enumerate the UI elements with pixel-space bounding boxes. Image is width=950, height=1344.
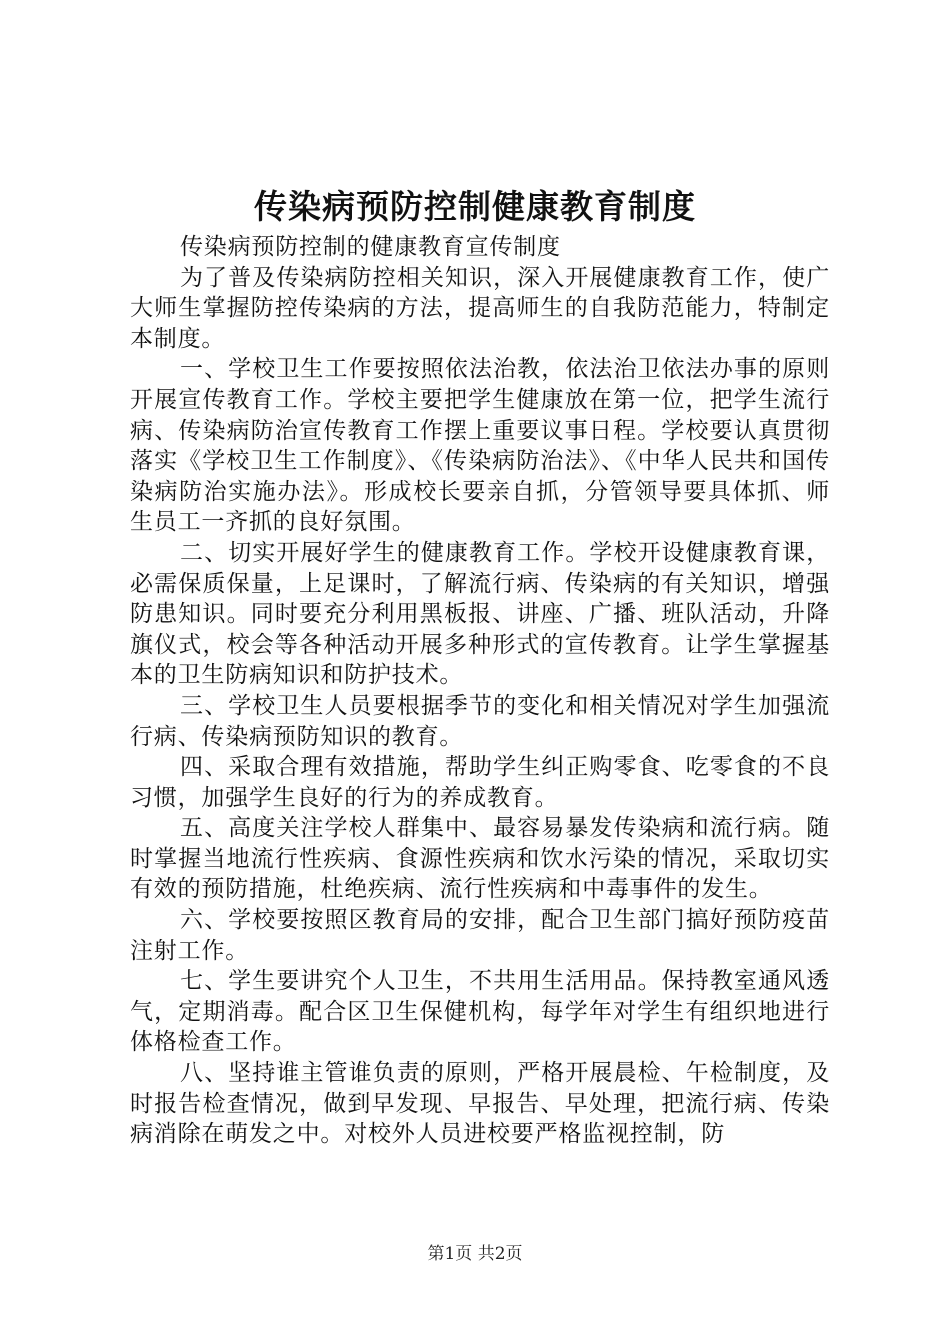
paragraph-subtitle: 传染病预防控制的健康教育宣传制度 xyxy=(180,234,561,260)
paragraph-item-4: 四、采取合理有效措施，帮助学生纠正购零食、吃零食的不良习惯，加强学生良好的行为的养成教育。 xyxy=(130,754,830,811)
paragraph-item-2: 二、切实开展好学生的健康教育工作。学校开设健康教育课，必需保质保量，上足课时，了解流行病、传染病的有关知识，增强防患知识。同时要充分利用黑板报、讲座、广播、班队活动，升降旗仪式，校会等各种活动开展多种形式的宣传教育。让学生掌握基本的卫生防病知识和防护技术。 xyxy=(130,539,830,689)
paragraph-item-3: 三、学校卫生人员要根据季节的变化和相关情况对学生加强流行病、传染病预防知识的教育。 xyxy=(130,692,830,750)
paragraph-item-5: 五、高度关注学校人群集中、最容易暴发传染病和流行病。随时掌握当地流行性疾病、食源性疾病和饮水污染的情况，采取切实有效的预防措施，杜绝疾病、流行性疾病和中毒事件的发生。 xyxy=(130,815,830,903)
document-body xyxy=(130,232,830,1150)
document-title: 传染病预防控制健康教育制度 xyxy=(254,187,696,226)
paragraph-item-6: 六、学校要按照区教育局的安排，配合卫生部门搞好预防疫苗注射工作。 xyxy=(130,907,830,964)
paragraph-item-1: 一、学校卫生工作要按照依法治教，依法治卫依法办事的原则开展宣传教育工作。学校主要把学生健康放在第一位，把学生流行病、传染病防治宣传教育工作摆上重要议事日程。学校要认真贯彻落实《学校卫生工作制度》、《传染病防治法》、《中华人民共和国传染病防治实施办法》。形成校长要亲自抓，分管领导要具体抓、师生员工一齐抓的良好氛围。 xyxy=(130,356,830,536)
paragraph-item-7: 七、学生要讲究个人卫生，不共用生活用品。保持教室通风透气，定期消毒。配合区卫生保健机构，每学年对学生有组织地进行体格检查工作。 xyxy=(130,968,830,1056)
paragraph-intro: 为了普及传染病防控相关知识，深入开展健康教育工作，使广大师生掌握防控传染病的方法，提高师生的自我防范能力，特制定本制度。 xyxy=(130,264,830,352)
page-footer: 第1页 共2页 xyxy=(427,1244,523,1264)
paragraph-item-8: 八、坚持谁主管谁负责的原则，严格开展晨检、午检制度，及时报告检查情况，做到早发现、早报告、早处理，把流行病、传染病消除在萌发之中。对校外人员进校要严格监视控制，防 xyxy=(130,1060,830,1148)
